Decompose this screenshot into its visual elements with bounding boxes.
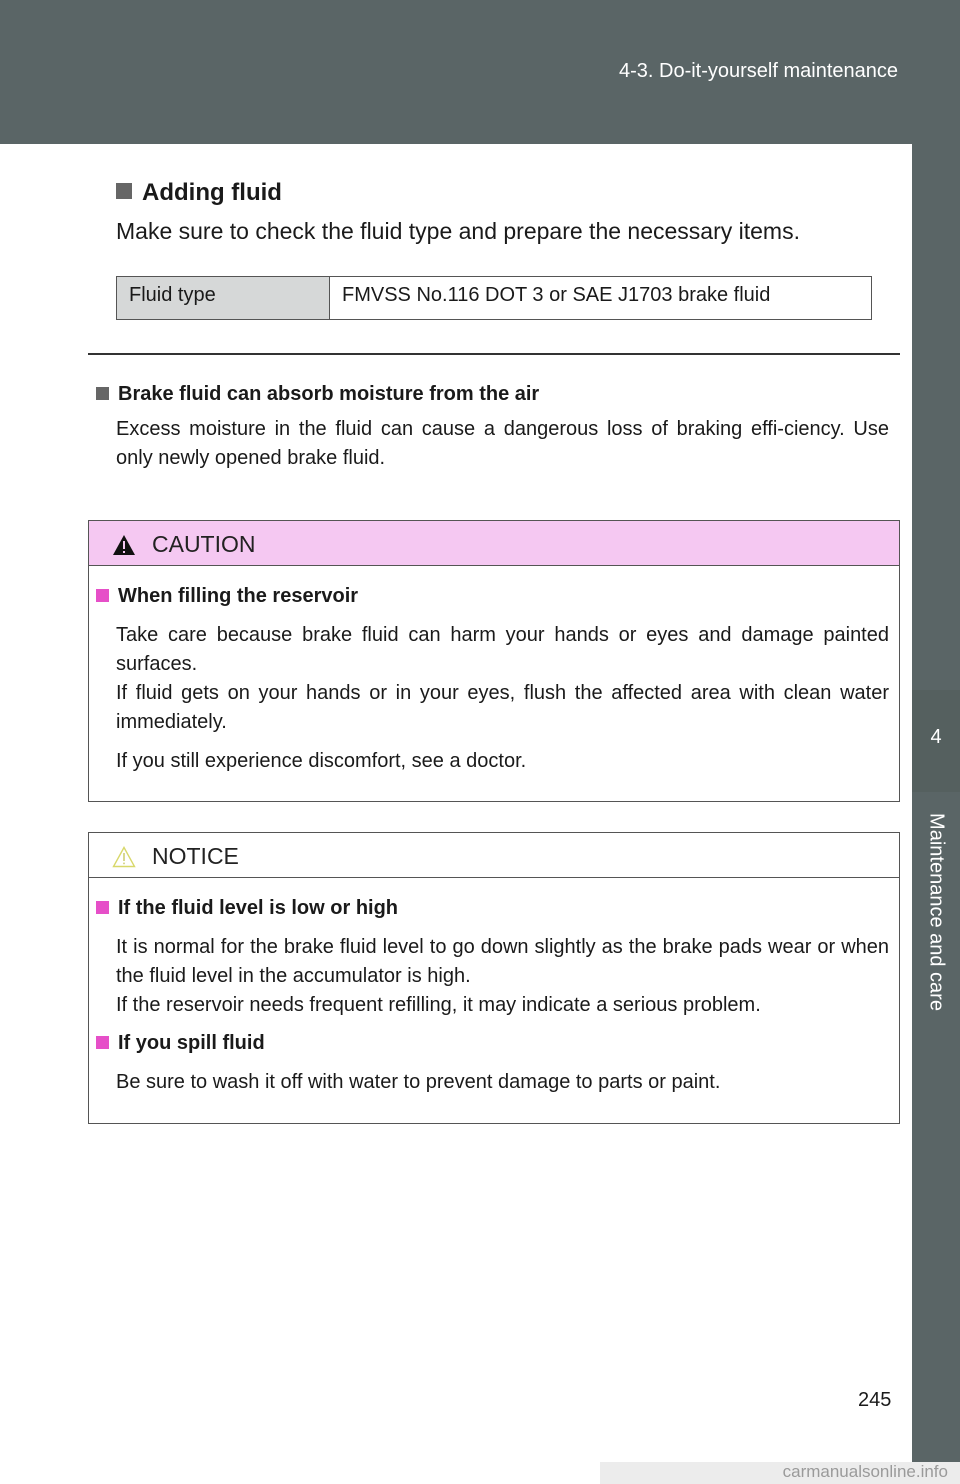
- notice-para-2: Be sure to wash it off with water to prevent damage to parts or paint.: [116, 1071, 721, 1093]
- caution-heading: When filling the reservoir: [96, 585, 358, 608]
- caution-para-1: [116, 621, 889, 737]
- section-title: 4-3. Do-it-yourself maintenance: [618, 60, 898, 82]
- notice-para-1: [116, 933, 889, 1020]
- caution-para-1-line-2: If fluid gets on your hands or in your eyes, flush the affected area with clean water immediately.: [116, 682, 889, 733]
- notice-heading-2: If you spill fluid: [96, 1032, 265, 1055]
- notice-para-1-line-2: If the reservoir needs frequent refilling, it may indicate a serious problem.: [116, 994, 761, 1016]
- chapter-number: 4: [930, 726, 942, 748]
- watermark: carmanualsonline.info: [600, 1462, 960, 1484]
- caution-title-bar: [89, 521, 899, 566]
- moisture-note-body: Excess moisture in the fluid can cause a dangerous loss of braking effi-ciency. Use only newly opened brake fluid.: [116, 418, 889, 469]
- notice-label: NOTICE: [152, 843, 239, 869]
- square-bullet-icon: [116, 183, 132, 199]
- adding-fluid-heading: Adding fluid: [116, 179, 282, 207]
- caution-para-1-line-1: Take care because brake fluid can harm your hands or eyes and damage painted surfaces.: [116, 624, 889, 675]
- fluid-type-key: Fluid type: [117, 277, 330, 320]
- table-row: [117, 277, 872, 320]
- fluid-type-value: FMVSS No.116 DOT 3 or SAE J1703 brake fluid: [330, 277, 872, 320]
- moisture-note-heading: Brake fluid can absorb moisture from the air: [96, 383, 539, 406]
- caution-label: CAUTION: [152, 531, 256, 557]
- fluid-type-table: [116, 276, 872, 320]
- chapter-label: Maintenance and care: [925, 813, 948, 1011]
- square-bullet-icon: [96, 387, 109, 400]
- notice-triangle-icon: [112, 846, 136, 868]
- notice-title-bar: [89, 833, 899, 878]
- adding-fluid-lead: Make sure to check the fluid type and prepare the necessary items.: [116, 218, 800, 244]
- square-bullet-icon: [96, 1036, 109, 1049]
- square-bullet-icon: [96, 901, 109, 914]
- page-number: 245: [858, 1389, 892, 1411]
- warning-triangle-icon: [112, 534, 136, 556]
- square-bullet-icon: [96, 589, 109, 602]
- caution-para-2: If you still experience discomfort, see a doctor.: [116, 750, 527, 772]
- notice-para-1-line-1: It is normal for the brake fluid level to go down slightly as the brake pads wear or when the fluid level in the accumulator is high.: [116, 936, 889, 987]
- notice-heading-1: If the fluid level is low or high: [96, 897, 398, 920]
- section-divider: [88, 353, 900, 355]
